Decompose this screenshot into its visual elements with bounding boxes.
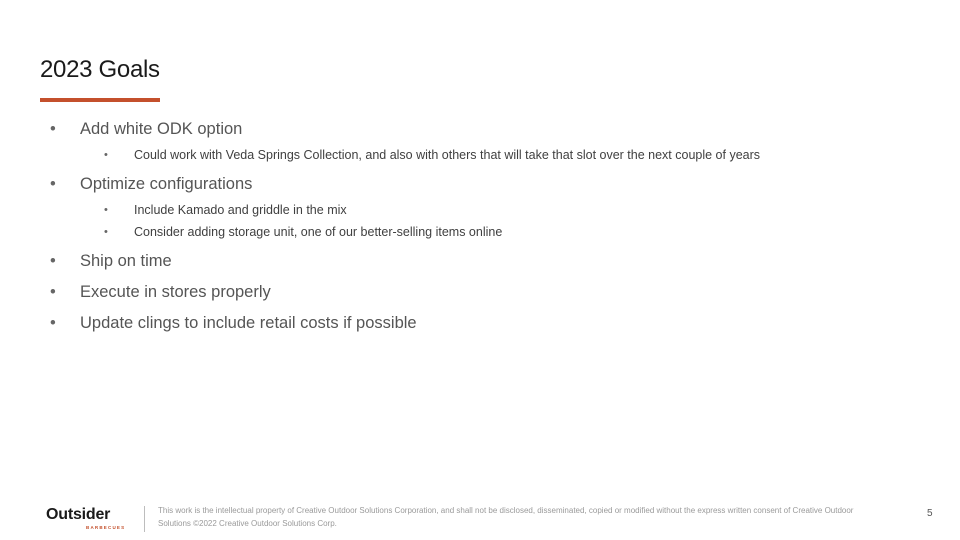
bullet-icon: •	[50, 120, 56, 138]
bullet-icon: •	[50, 252, 56, 270]
bullet-icon: •	[50, 283, 56, 301]
slide-title: 2023 Goals	[40, 56, 160, 83]
footer-divider	[144, 506, 145, 532]
goal-item	[50, 310, 910, 336]
goal-text: Execute in stores properly	[80, 283, 271, 301]
goal-sublist	[50, 199, 910, 243]
goal-subitem	[104, 221, 910, 243]
title-underline	[40, 98, 160, 102]
goal-subitem-text: Consider adding storage unit, one of our better-selling items online	[134, 225, 503, 239]
logo-wordmark: Outsider	[46, 506, 111, 523]
slide-footer	[0, 498, 960, 540]
logo-subtext: BARBECUES	[86, 525, 126, 530]
goal-subitem-text: Include Kamado and griddle in the mix	[134, 203, 347, 217]
goal-sublist	[50, 144, 910, 166]
bullet-icon: •	[50, 175, 56, 193]
bullet-icon: •	[104, 226, 108, 238]
goal-subitem-text: Could work with Veda Springs Collection, and also with others that will take that slot over the next couple of years	[134, 148, 761, 162]
bullet-icon: •	[104, 204, 108, 216]
bullet-icon: •	[50, 314, 56, 332]
goal-text: Optimize configurations	[80, 175, 253, 193]
goal-subitem	[104, 144, 910, 166]
goal-text: Update clings to include retail costs if possible	[80, 314, 417, 332]
goals-list	[50, 116, 910, 341]
goal-item	[50, 116, 910, 142]
goal-item	[50, 279, 910, 305]
page-number: 5	[927, 508, 933, 519]
goal-text: Add white ODK option	[80, 120, 243, 138]
goal-item	[50, 171, 910, 197]
goal-subitem	[104, 199, 910, 221]
bullet-icon: •	[104, 149, 108, 161]
goal-text: Ship on time	[80, 252, 172, 270]
goal-item	[50, 248, 910, 274]
outsider-logo	[46, 506, 136, 532]
copyright-disclaimer: This work is the intellectual property of Creative Outdoor Solutions Corporation, and shall not be disclosed, disseminated, copied or modified without the express written consent of Creative Outdoor Solutions ©2022 Creative Outdoor Solutions Corp.	[158, 506, 854, 528]
